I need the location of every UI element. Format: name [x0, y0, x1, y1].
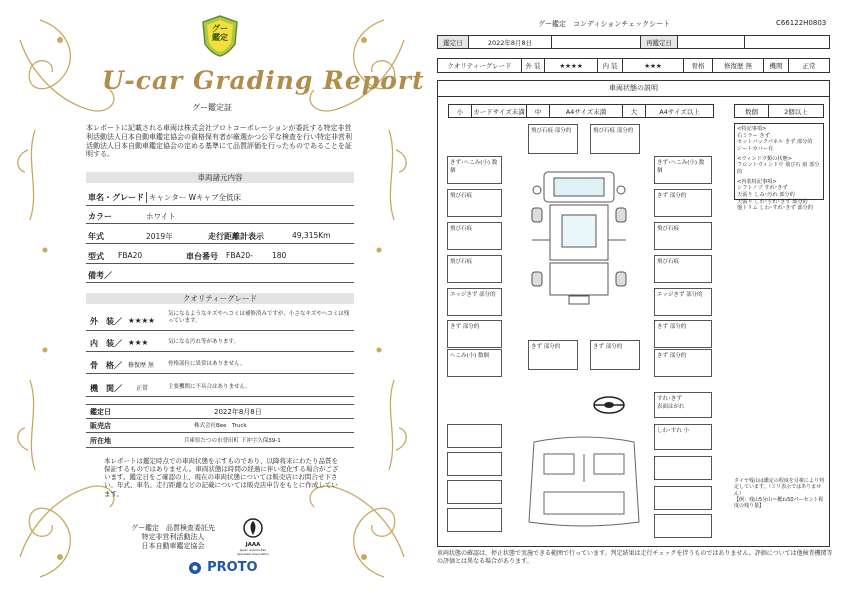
- report-subtitle: グー鑑定証: [192, 103, 232, 112]
- callout-text: きず 部分的: [657, 353, 687, 359]
- report-title: U-car Grading Report: [102, 66, 425, 95]
- footer-note: 本レポートは鑑定時点での車両状態を示すものであり、以降将来にわたり品質を保証するものではありません。車両状態は時間の経過に伴い変化する場合がございます。鑑定日をご確認の上、現在の車両状態については販売店にお問合せ下さい。年式、車名、走行距離などの記載については販売店申告をもとに作成しています。: [104, 457, 339, 498]
- name-value: キャンター Wキャブ全低床: [146, 192, 241, 203]
- note-line: セットバックパネル きず 部分的: [737, 139, 813, 146]
- note-line: シートカバー有: [737, 145, 774, 152]
- quality-label: クオリティーグレード: [437, 58, 522, 73]
- callout-text: きず･へこみ(小) 数個: [450, 160, 498, 174]
- frame-label: 骨格: [683, 58, 713, 73]
- truck-top-view-diagram: [514, 160, 654, 310]
- blank-cell: [744, 35, 830, 49]
- interior-value: ★★★: [622, 58, 684, 73]
- kantei-label: 鑑定日: [437, 35, 469, 49]
- row-model: [86, 246, 354, 264]
- callout-text: 飛び石痕 部分的: [531, 128, 572, 134]
- jaaa-emblem-icon: [243, 518, 263, 538]
- size-legend: [448, 104, 714, 118]
- steering-wheel-icon: [592, 395, 626, 415]
- note-line: 他トリム しわ･すれ･きず 部分的: [737, 205, 813, 212]
- sheet-title: グー鑑定 コンディションチェックシート: [538, 20, 671, 28]
- year-value: 2019年: [146, 232, 173, 241]
- callout-text: きず 部分的: [657, 324, 687, 330]
- callout-top: [528, 124, 578, 154]
- divider: [437, 96, 830, 97]
- callout-right: [654, 255, 712, 283]
- jaaa-sub: Japan Automobile Appraisal Association: [236, 548, 270, 556]
- callout-left: [447, 320, 502, 348]
- row-color: [86, 207, 354, 224]
- interior-callout: [654, 424, 712, 450]
- grade-text: 気になる汚れ等があります。: [168, 339, 240, 345]
- grade-label: 外 装／: [90, 317, 122, 326]
- grade-label: 内 装／: [90, 339, 122, 348]
- callout-right: [654, 222, 712, 250]
- section-title: 車両状態の説明: [609, 84, 658, 92]
- callout-left: [447, 156, 502, 184]
- callout-empty: [654, 486, 712, 510]
- chassis-value: FBA20-: [226, 251, 253, 260]
- mileage-value: 49,315Km: [292, 231, 331, 240]
- grade-row-frame: [86, 355, 354, 374]
- model-label: 型式: [88, 252, 104, 261]
- grade-stars: ★★★★: [128, 316, 155, 325]
- callout-empty: [447, 508, 502, 532]
- kantei-value: 2022年8月8日: [468, 35, 552, 49]
- grade-stars: 正常: [136, 385, 149, 392]
- callout-text: 飛び石痕: [450, 226, 473, 232]
- callout-text: きず 部分的: [593, 344, 623, 350]
- callout-text: 飛び石痕 部分的: [593, 128, 634, 134]
- goo-badge: [200, 14, 240, 58]
- size-small: 小: [448, 104, 472, 118]
- chassis-suffix: 180: [272, 251, 287, 260]
- proto-text: PROTO: [207, 560, 258, 575]
- grade-row-engine: [86, 378, 354, 397]
- grade-text: 主要機関に不具合はありません。: [168, 384, 251, 390]
- callout-left: [447, 255, 502, 283]
- intro-text: 本レポートに記載される車両は株式会社プロトコーポレーションが委託する特定非営利活動法人日本自動車鑑定協会の資格保有者が厳選かつ公平な検査を行い特定非営利活動法人日本自動車鑑定協会の定める基準にて品質評価を行ったものであることを証明する。: [86, 124, 352, 159]
- condition-check-sheet: [432, 0, 854, 597]
- note-line: 右ミラー きず: [737, 132, 770, 139]
- count-legend: [734, 104, 824, 118]
- proto-mark-icon: [188, 561, 202, 575]
- callout-text: しわ･すれ 小: [657, 428, 689, 434]
- note-line: <ウィンドウ類の状態>: [737, 155, 793, 162]
- size-mid-desc: A4サイズ未満: [549, 104, 623, 118]
- size-mid: 中: [526, 104, 550, 118]
- callout-text: きず 部分的: [531, 344, 561, 350]
- callout-empty: [654, 514, 712, 538]
- grade-row-interior: [86, 333, 354, 352]
- blank-cell: [551, 35, 641, 49]
- org-line1: グー鑑定 品質検査委託先: [131, 524, 215, 532]
- date-value: 2022年8月8日: [214, 408, 262, 416]
- callout-text: エッジきず 部分的: [450, 292, 496, 298]
- callout-empty: [447, 480, 502, 504]
- engine-value: 正常: [788, 58, 830, 73]
- exterior-label: 外 装: [521, 58, 545, 73]
- color-label: カラー: [88, 212, 112, 221]
- callout-text: きず 部分的: [450, 324, 480, 330]
- callout-empty: [447, 452, 502, 476]
- quality-header: クオリティーグレード: [86, 293, 354, 304]
- callout-right: [654, 349, 712, 377]
- callout-top: [590, 124, 640, 154]
- row-date: [86, 404, 354, 419]
- note-line: フロントウィンドウ 飛び石 痕 部分的: [737, 162, 820, 175]
- year-label: 年式: [88, 232, 104, 241]
- address-label: 所在地: [90, 437, 111, 445]
- date-label: 鑑定日: [90, 408, 111, 416]
- row-note: [86, 266, 354, 283]
- org-block: [118, 524, 228, 551]
- callout-text: エッジきず 部分的: [657, 292, 703, 298]
- callout-empty: [447, 424, 502, 448]
- callout-right: [654, 156, 712, 184]
- callout-text: 飛び石痕: [657, 226, 680, 232]
- grade-stars: 修復歴 無: [128, 362, 154, 369]
- count-label: 数個: [734, 104, 769, 118]
- org-line3: 日本自動車鑑定協会: [141, 542, 205, 551]
- rekantei-label: 再鑑定日: [640, 35, 678, 49]
- callout-text: すれ･きず 表面はがれ: [657, 396, 685, 410]
- vehicle-header: 車両諸元内容: [86, 172, 354, 183]
- mileage-label: 走行距離計表示: [208, 232, 264, 241]
- size-small-desc: カードサイズ未満: [471, 104, 527, 118]
- jaaa-logo: [236, 518, 270, 556]
- note-line: <内装特記事項>: [737, 178, 777, 185]
- callout-right: [654, 288, 712, 316]
- callout-bottom: [528, 340, 578, 370]
- row-year: [86, 226, 354, 244]
- model-value: FBA20: [118, 251, 143, 260]
- name-label: 車名・グレード: [88, 193, 144, 202]
- grade-text: 骨格部位に異常はありません。: [168, 361, 246, 367]
- callout-left: [447, 222, 502, 250]
- count-value: 2個以上: [768, 104, 824, 118]
- callout-bottom: [590, 340, 640, 370]
- badge-text: グー 鑑定: [212, 24, 228, 42]
- grade-stars: ★★★: [128, 338, 149, 347]
- grade-table: [86, 310, 354, 400]
- callout-empty: [654, 456, 712, 480]
- shop-label: 販売店: [90, 422, 111, 430]
- callout-text: きず 部分的: [657, 193, 687, 199]
- callout-left: [447, 189, 502, 217]
- interior-diagram: [514, 432, 654, 532]
- callout-left: [447, 349, 502, 377]
- steering-callout: [654, 392, 712, 418]
- row-name: [86, 188, 354, 206]
- grading-report-panel: [0, 0, 424, 597]
- callout-text: 飛び石痕: [657, 259, 680, 265]
- jaaa-label: JAAA: [245, 542, 261, 548]
- chassis-label: 車台番号: [186, 252, 218, 261]
- engine-label: 機関: [763, 58, 789, 73]
- exterior-value: ★★★★: [544, 58, 598, 73]
- grade-label: 骨 格／: [90, 361, 122, 370]
- notes-box: [734, 123, 824, 212]
- size-large-desc: A4サイズ以上: [645, 104, 714, 118]
- callout-text: 飛び石痕: [450, 193, 473, 199]
- date-row: [437, 35, 830, 49]
- sheet-footer: 車両状態の確認は、停止状態で実施できる範囲で行っています。判定結果は走行チェックを伴うものではありません。評価については他検査機関等の評価とは異なる場合があります。: [437, 550, 833, 565]
- callout-text: へこみ(小) 数個: [450, 353, 490, 359]
- sheet-code: C66122H0803: [776, 19, 827, 27]
- interior-label: 内 装: [597, 58, 623, 73]
- address-value: 兵庫県たつの市誉田町 下沖字久保39-1: [184, 438, 281, 444]
- callout-text: きず･へこみ(小) 数個: [657, 160, 705, 174]
- grade-row-exterior: [86, 310, 354, 331]
- size-large: 大: [622, 104, 646, 118]
- row-address: [86, 434, 354, 448]
- callout-right: [654, 320, 712, 348]
- note-line: シフトノブ すれ･きず: [737, 185, 788, 192]
- note-line: 天張り しみ･汚れ 部分的: [737, 191, 795, 198]
- row-shop: [86, 419, 354, 433]
- callout-text: 飛び石痕: [450, 259, 473, 265]
- proto-logo: [188, 557, 258, 576]
- grade-text: 気になるようなキズやヘコミは補修済みですが、小さなキズやヘコミは残っています。: [168, 311, 350, 324]
- grade-label: 機 関／: [90, 384, 122, 393]
- note-line: 天張り しわ･すれ･きず 部分的: [737, 198, 808, 205]
- rekantei-value: [677, 35, 745, 49]
- tire-note: タイヤ残山は鑑定の程度を目視により判定しています。（ミリ表示ではありません） 【例：残山5分山＝概ね50パーセント程度の残り量】: [734, 478, 824, 509]
- note-line: <特記事項>: [737, 126, 767, 132]
- callout-right: [654, 189, 712, 217]
- color-value: ホワイト: [146, 212, 176, 221]
- quality-row: [437, 58, 830, 73]
- shop-value: 株式会社Bee Truck: [194, 423, 247, 429]
- org-line2: 特定非営利活動法人: [141, 533, 205, 542]
- note-label: 備考／: [88, 271, 112, 280]
- callout-left: [447, 288, 502, 316]
- frame-value: 修復歴 無: [712, 58, 764, 73]
